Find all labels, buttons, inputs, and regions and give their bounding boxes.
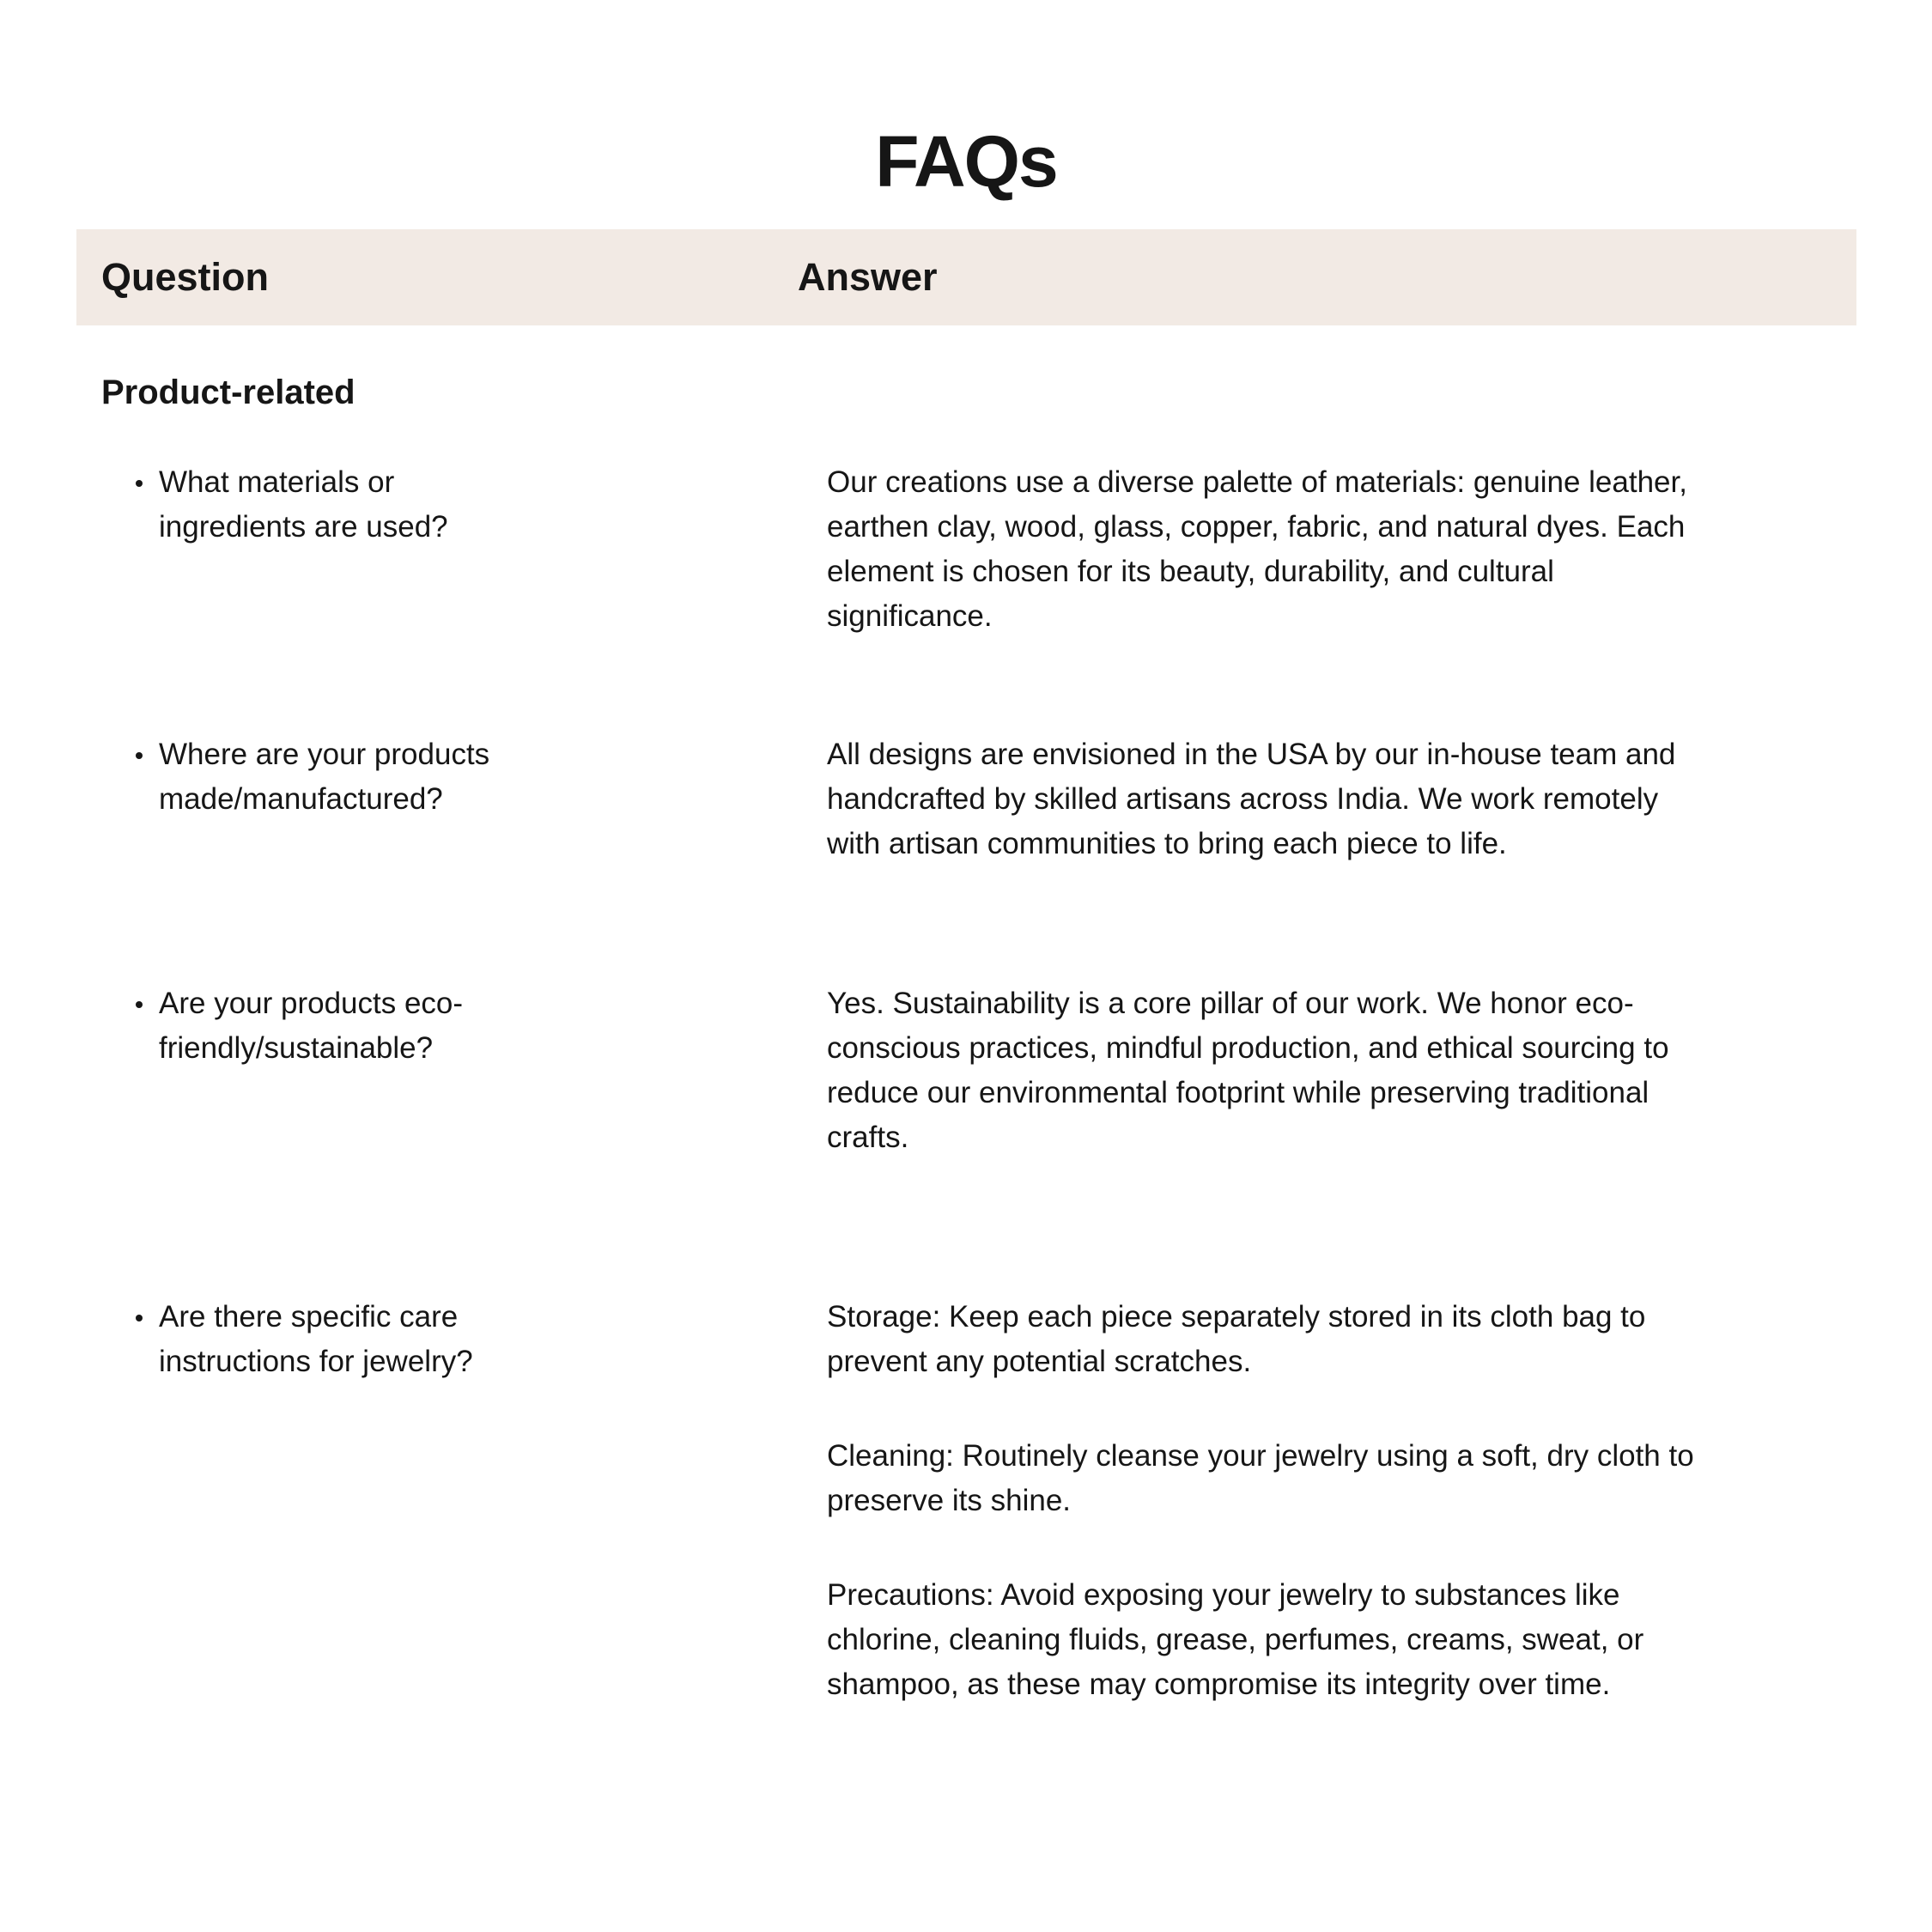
answer-line: Yes. Sustainability is a core pillar of our work. We honor eco- [827,987,1634,1020]
answer-cell [827,460,1840,639]
answer-line: significance. [827,599,993,633]
answer-line: All designs are envisioned in the USA by our in-house team and [827,738,1676,771]
answer-paragraph [827,1295,1840,1384]
question-cell [159,1295,562,1384]
bullet-icon [136,752,143,759]
question-line: What materials or [159,465,395,499]
question-line: ingredients are used? [159,510,448,544]
bullet-icon [136,1001,143,1008]
question-line: Are your products eco- [159,987,464,1020]
bullet-icon [136,480,143,487]
answer-line: with artisan communities to bring each piece to life. [827,827,1507,860]
bullet-icon [136,1315,143,1321]
question-line: Where are your products [159,738,490,771]
answer-line: element is chosen for its beauty, durability, and cultural [827,555,1554,588]
answer-line: Our creations use a diverse palette of materials: genuine leather, [827,465,1687,499]
answer-paragraph [827,1573,1840,1707]
answer-paragraph [827,1434,1840,1523]
answer-line: prevent any potential scratches. [827,1345,1252,1378]
question-cell [159,460,562,550]
answer-paragraph [827,981,1840,1160]
answer-column-header: Answer [798,255,938,299]
question-column-header: Question [101,255,270,299]
answer-cell [827,732,1840,866]
page-title: FAQs [875,121,1057,203]
answer-line: shampoo, as these may compromise its integrity over time. [827,1668,1611,1701]
answer-paragraph [827,460,1840,639]
answer-line: preserve its shine. [827,1484,1072,1517]
answer-cell [827,981,1840,1160]
answer-line: crafts. [827,1121,909,1154]
question-line: friendly/sustainable? [159,1031,434,1065]
question-line: instructions for jewelry? [159,1345,473,1378]
answer-line: earthen clay, wood, glass, copper, fabric, and natural dyes. Each [827,510,1686,544]
answer-line: chlorine, cleaning fluids, grease, perfumes, creams, sweat, or [827,1623,1644,1656]
question-cell [159,732,562,822]
answer-line: Cleaning: Routinely cleanse your jewelry using a soft, dry cloth to [827,1439,1694,1473]
answer-line: conscious practices, mindful production, and ethical sourcing to [827,1031,1669,1065]
table-header-row [76,229,1856,325]
answer-line: reduce our environmental footprint while preserving traditional [827,1076,1649,1109]
answer-line: handcrafted by skilled artisans across India. We work remotely [827,782,1659,816]
answer-paragraph [827,732,1840,866]
answer-line: Precautions: Avoid exposing your jewelry to substances like [827,1578,1620,1612]
answer-cell [827,1295,1840,1707]
question-line: made/manufactured? [159,782,443,816]
section-heading: Product-related [101,374,355,411]
question-line: Are there specific care [159,1300,459,1334]
question-cell [159,981,562,1071]
answer-line: Storage: Keep each piece separately stored in its cloth bag to [827,1300,1646,1334]
